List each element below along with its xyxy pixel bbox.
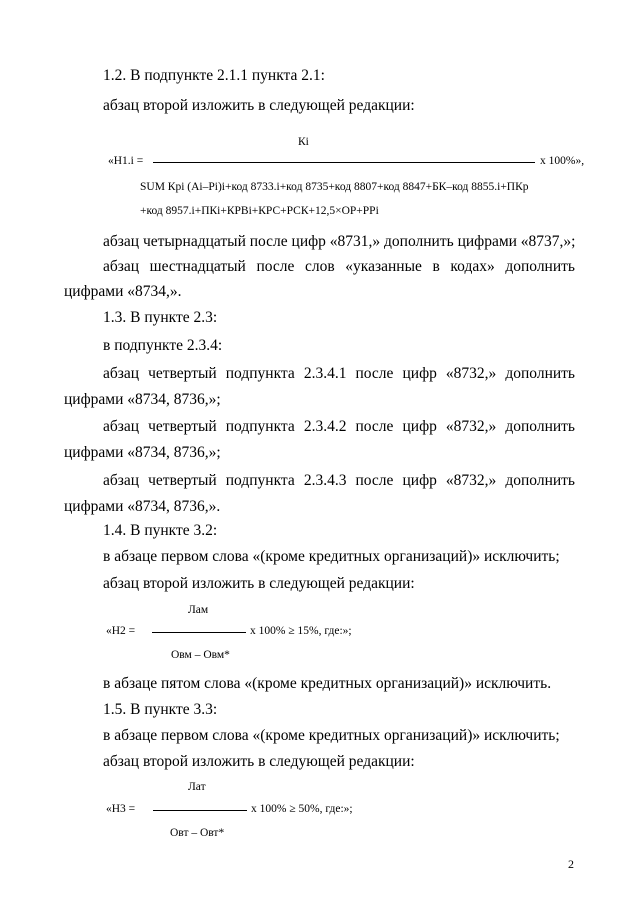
item-1-2: 1.2. В подпункте 2.1.1 пункта 2.1: [103, 67, 325, 84]
paragraph: абзац второй изложить в следующей редакции: [103, 575, 415, 592]
paragraph: цифрами «8734, 8736,». [64, 498, 221, 515]
paragraph: абзац шестнадцатый после слов «указанные в кодах» дополнить [103, 258, 575, 275]
fraction-bar [153, 810, 247, 811]
item-1-4: 1.4. В пункте 3.2: [103, 522, 218, 539]
formula-rhs: x 100%», [540, 155, 585, 167]
paragraph: цифрами «8734, 8736,»; [64, 391, 221, 408]
formula-denominator: Овм – Овм* [171, 649, 230, 661]
paragraph: в абзаце первом слова «(кроме кредитных организаций)» исключить; [103, 548, 560, 565]
formula-numerator: Кi [298, 136, 309, 148]
formula-rhs: x 100% ≥ 15%, где:»; [250, 625, 352, 637]
fraction-bar [152, 632, 246, 633]
paragraph: абзац второй изложить в следующей редакции: [103, 753, 415, 770]
paragraph: в абзаце первом слова «(кроме кредитных организаций)» исключить; [103, 727, 560, 744]
paragraph: абзац четвертый подпункта 2.3.4.2 после цифр «8732,» дополнить [103, 418, 575, 435]
formula-denominator: Овт – Овт* [170, 827, 225, 839]
formula-lhs: «Н1.i = [108, 155, 144, 167]
paragraph: абзац четырнадцатый после цифр «8731,» дополнить цифрами «8737,»; [103, 233, 576, 250]
paragraph: цифрами «8734,». [64, 283, 182, 300]
paragraph: абзац четвертый подпункта 2.3.4.3 после цифр «8732,» дополнить [103, 472, 575, 489]
formula-lhs: «Н2 = [106, 625, 136, 637]
paragraph: абзац четвертый подпункта 2.3.4.1 после цифр «8732,» дополнить [103, 365, 575, 382]
formula-denominator-line-2: +код 8957.i+ПКi+КРВi+КРС+РСК+12,5×ОР+РРi [140, 205, 379, 217]
formula-numerator: Лам [188, 604, 209, 616]
formula-lhs: «Н3 = [106, 803, 136, 815]
fraction-bar [153, 162, 535, 163]
formula-rhs: x 100% ≥ 50%, где:»; [251, 803, 353, 815]
item-1-5: 1.5. В пункте 3.3: [103, 701, 218, 718]
paragraph: цифрами «8734, 8736,»; [64, 444, 221, 461]
item-1-3: 1.3. В пункте 2.3: [103, 309, 218, 326]
formula-numerator: Лат [188, 781, 206, 793]
page-number: 2 [568, 857, 574, 871]
paragraph: в подпункте 2.3.4: [103, 337, 223, 354]
paragraph: абзац второй изложить в следующей редакции: [103, 97, 415, 114]
formula-denominator-line-1: SUM Крi (Аi–Рi)i+код 8733.i+код 8735+код 8807+код 8847+БК–код 8855.i+ПКр [140, 181, 529, 193]
paragraph: в абзаце пятом слова «(кроме кредитных организаций)» исключить. [103, 675, 552, 692]
